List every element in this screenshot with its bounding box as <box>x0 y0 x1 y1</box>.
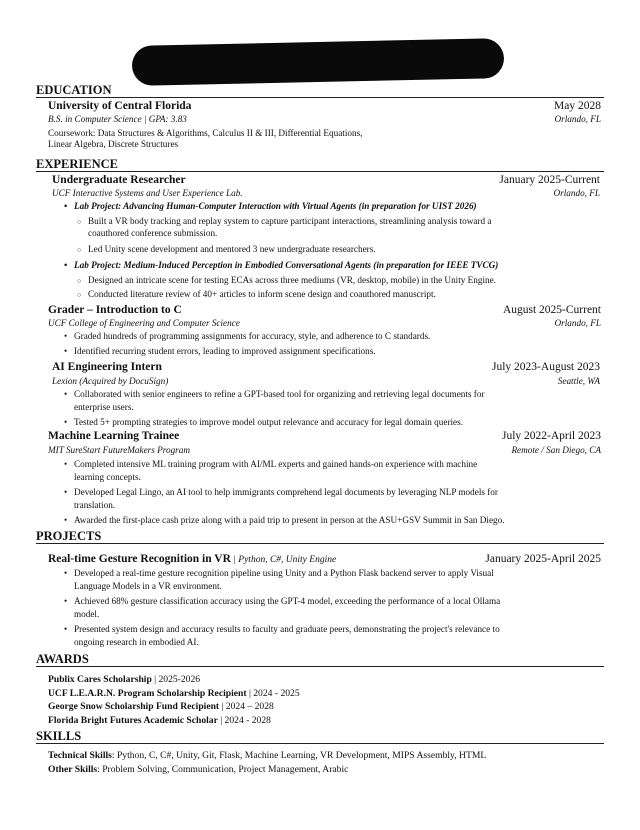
bullet-vr-tracking-cont: coauthored conference submission. <box>88 228 218 238</box>
job-subline-grader <box>48 318 601 329</box>
bullet-graded-assignments: • Graded hundreds of programming assignments for accuracy, style, and adherence to C standards. <box>62 331 430 343</box>
job-location: Orlando, FL <box>553 188 600 198</box>
job-title: Grader – Introduction to C <box>48 304 182 316</box>
bullet-student-errors: • Identified recurring student errors, leading to improved assignment specifications. <box>62 346 376 358</box>
job-location: Seattle, WA <box>557 376 600 386</box>
job-date: July 2023-August 2023 <box>492 361 600 373</box>
bullet-gesture-pipeline: • Developed a real-time gesture recognition pipeline using Unity and a Python Flask backend server to apply Visual <box>62 568 494 580</box>
award-item: Florida Bright Futures Academic Scholar | 2024 - 2028 <box>48 715 271 726</box>
job-date: January 2025-Current <box>499 174 600 186</box>
bullet-legal-lingo-cont: translation. <box>74 500 116 510</box>
section-heading-skills: SKILLS <box>36 730 604 744</box>
bullet-asu-gsv-award: • Awarded the first-place cash prize along with a paid trip to present in person at the ASU+GSV Summit in San Diego. <box>62 515 505 527</box>
project-title: Real-time Gesture Recognition in VR <box>48 553 231 565</box>
bullet-gpt-tool-cont: enterprise users. <box>74 402 134 412</box>
project-header-gesture <box>48 553 601 567</box>
bullet-eca-scene: ○ Designed an intricate scene for testing ECAs across three mediums (VR, desktop, mobile) in the Unity Engine. <box>76 275 496 287</box>
bullet-lab-project-2: • Lab Project: Medium-Induced Perception in Embodied Conversational Agents (in preparation for IEEE TVCG) <box>62 260 498 272</box>
job-org: Lexion (Acquired by DocuSign) <box>52 376 169 386</box>
section-heading-awards: AWARDS <box>36 653 604 667</box>
job-subline-researcher <box>52 188 600 199</box>
job-title: AI Engineering Intern <box>52 361 162 373</box>
coursework-line-2: Linear Algebra, Discrete Structures <box>48 139 179 149</box>
job-date: July 2022-April 2023 <box>501 430 601 442</box>
bullet-ml-program: • Completed intensive ML training program with AI/ML experts and gained hands-on experience with machine <box>62 459 477 471</box>
education-subline <box>48 114 601 125</box>
award-item: Publix Cares Scholarship | 2025-2026 <box>48 674 201 685</box>
job-date: August 2025-Current <box>502 304 601 316</box>
bullet-ml-program-cont: learning concepts. <box>74 472 141 482</box>
skills-technical: Technical Skills: Python, C, C#, Unity, Git, Flask, Machine Learning, VR Development, MIPS Assembly, HTML <box>48 750 487 761</box>
bullet-legal-lingo: • Developed Legal Lingo, an AI tool to help immigrants comprehend legal documents by leveraging NLP models for <box>62 487 498 499</box>
project-tech: | Python, C#, Unity Engine <box>230 555 337 565</box>
job-location: Remote / San Diego, CA <box>511 445 601 455</box>
section-heading-projects: PROJECTS <box>36 530 604 544</box>
education-location: Orlando, FL <box>554 114 601 124</box>
bullet-gesture-accuracy: • Achieved 68% gesture classification accuracy using the GPT-4 model, exceeding the performance of a local Ollama <box>62 596 500 608</box>
education-header <box>48 100 601 113</box>
bullet-presented-results-cont: ongoing research in embodied AI. <box>74 637 199 647</box>
job-location: Orlando, FL <box>554 318 601 328</box>
award-item: UCF L.E.A.R.N. Program Scholarship Recipient | 2024 - 2025 <box>48 688 300 699</box>
job-header-ml-trainee <box>48 430 601 443</box>
bullet-gpt-tool: • Collaborated with senior engineers to refine a GPT-based tool for organizing and retrieving legal documents for <box>62 389 485 401</box>
bullet-presented-results: • Presented system design and accuracy results to faculty and graduate peers, demonstrating the project's relevance to <box>62 624 500 636</box>
job-org: UCF Interactive Systems and User Experience Lab. <box>52 188 243 198</box>
coursework-line-1: Coursework: Data Structures & Algorithms, Calculus II & III, Differential Equations, <box>48 128 363 138</box>
job-header-researcher <box>52 174 600 187</box>
bullet-gesture-accuracy-cont: model. <box>74 609 100 619</box>
bullet-prompting: • Tested 5+ prompting strategies to improve model output relevance and accuracy for legal domain queries. <box>62 417 463 429</box>
skills-other: Other Skills: Problem Solving, Communication, Project Management, Arabic <box>48 764 349 775</box>
job-title: Undergraduate Researcher <box>52 174 186 186</box>
job-header-intern <box>52 361 600 374</box>
job-org: MIT SureStart FutureMakers Program <box>48 445 190 455</box>
education-date: May 2028 <box>554 100 601 112</box>
award-item: George Snow Scholarship Fund Recipient | 2024 – 2028 <box>48 701 274 712</box>
job-subline-ml-trainee <box>48 445 601 456</box>
job-org: UCF College of Engineering and Computer Science <box>48 318 240 328</box>
bullet-literature-review: ○ Conducted literature review of 40+ articles to inform scene design and coauthored manuscript. <box>76 289 436 301</box>
job-header-grader <box>48 304 601 317</box>
bullet-lab-project-1: • Lab Project: Advancing Human-Computer Interaction with Virtual Agents (in preparation for UIST 2026) <box>62 201 477 213</box>
bullet-unity-lead: ○ Led Unity scene development and mentored 3 new undergraduate researchers. <box>76 244 376 256</box>
job-subline-intern <box>52 376 600 387</box>
degree: B.S. in Computer Science | GPA: 3.83 <box>48 114 187 124</box>
bullet-gesture-pipeline-cont: Language Models in a VR environment. <box>74 581 222 591</box>
section-heading-education: EDUCATION <box>36 84 604 98</box>
job-title: Machine Learning Trainee <box>48 430 180 442</box>
bullet-vr-tracking: ○ Built a VR body tracking and replay system to capture participant interactions, streamlining analysis toward a <box>76 216 491 228</box>
school-name: University of Central Florida <box>48 100 192 112</box>
redacted-name-block <box>132 38 505 86</box>
project-date: January 2025-April 2025 <box>485 553 601 565</box>
section-heading-experience: EXPERIENCE <box>36 158 604 172</box>
